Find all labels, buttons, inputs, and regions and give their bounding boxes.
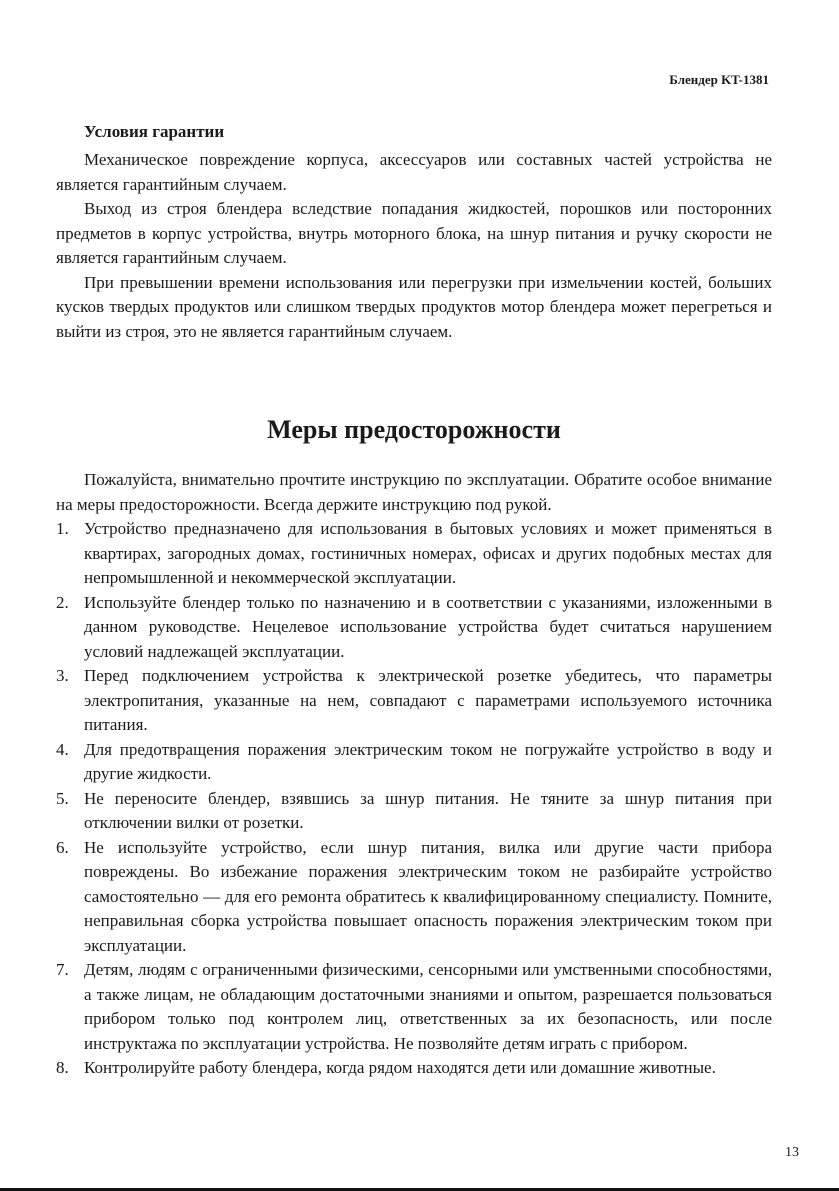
warranty-paragraph: Механическое повреждение корпуса, аксессуаров или составных частей устройства не является гарантийным случаем. [56,150,772,194]
list-item [56,836,772,959]
item-number: 3. [56,666,69,685]
list-item [56,591,772,665]
page-header: Блендер KT-1381 [669,72,769,87]
item-text: Контролируйте работу блендера, когда рядом находятся дети или домашние животные. [84,1058,716,1077]
item-text: Не используйте устройство, если шнур питания, вилка или другие части прибора повреждены. Во избежание поражения электрическим током не разбирайте устройство самостоятельно — для его ремонта обратитесь к квалифицированному специалисту. Помните, неправильная сборка устройства повышает опасность поражения электрическим током при эксплуатации. [84,837,772,955]
list-item [56,958,772,1056]
page-content [56,120,772,1081]
page-number: 13 [785,1145,799,1160]
item-text: Перед подключением устройства к электрической розетке убедитесь, что параметры электропитания, указанные на нем, совпадают с параметрами используемого источника питания. [84,666,772,734]
item-number: 6. [56,837,69,857]
precautions-title: Меры предосторожности [267,415,561,444]
item-text: Устройство предназначено для использования в бытовых условиях и может применяться в квартирах, загородных домах, гостиничных номерах, офисах и других подобных местах для непромышленной и некоммерческой эксплуатации. [84,519,772,587]
item-text: Для предотвращения поражения электрическим током не погружайте устройство в воду и другие жидкости. [84,739,772,783]
item-text: Не переносите блендер, взявшись за шнур питания. Не тяните за шнур питания при отключении вилки от розетки. [84,788,772,832]
list-item [56,787,772,836]
warranty-paragraph: При превышении времени использования или перегрузки при измельчении костей, больших кусков твердых продуктов или слишком твердых продуктов мотор блендера может перегреться и выйти из строя, это не является гарантийным случаем. [56,272,772,341]
list-item [56,1056,772,1081]
item-number: 7. [56,960,69,979]
item-text: Используйте блендер только по назначению и в соответствии с указаниями, изложенными в данном руководстве. Нецелевое использование устройства будет считаться нарушением условий надлежащей эксплуатации. [84,592,772,661]
item-number: 8. [56,1058,69,1077]
item-number: 2. [56,592,69,612]
warranty-heading: Условия гарантии [84,122,225,141]
item-text: Детям, людям с ограниченными физическими, сенсорными или умственными способностями, а также лицам, не обладающим достаточными знаниями и опытом, разрешается пользоваться прибором только под контролем лиц, ответственных за их безопасность, или после инструктажа по эксплуатации устройства. Не позволяйте детям играть с прибором. [84,960,772,1053]
item-number: 1. [56,519,69,538]
warranty-paragraph: Выход из строя блендера вследствие попадания жидкостей, порошков или посторонних предметов в корпус устройства, внутрь моторного блока, на шнур питания и ручку скорости не является гарантийным случаем. [56,199,772,267]
precautions-list [56,517,772,1081]
list-item [56,664,772,738]
list-item [56,517,772,591]
item-number: 5. [56,788,69,808]
list-item [56,738,772,787]
item-number: 4. [56,739,69,759]
precautions-intro: Пожалуйста, внимательно прочтите инструкцию по эксплуатации. Обратите особое внимание на меры предосторожности. Всегда держите инструкцию под рукой. [56,470,772,514]
